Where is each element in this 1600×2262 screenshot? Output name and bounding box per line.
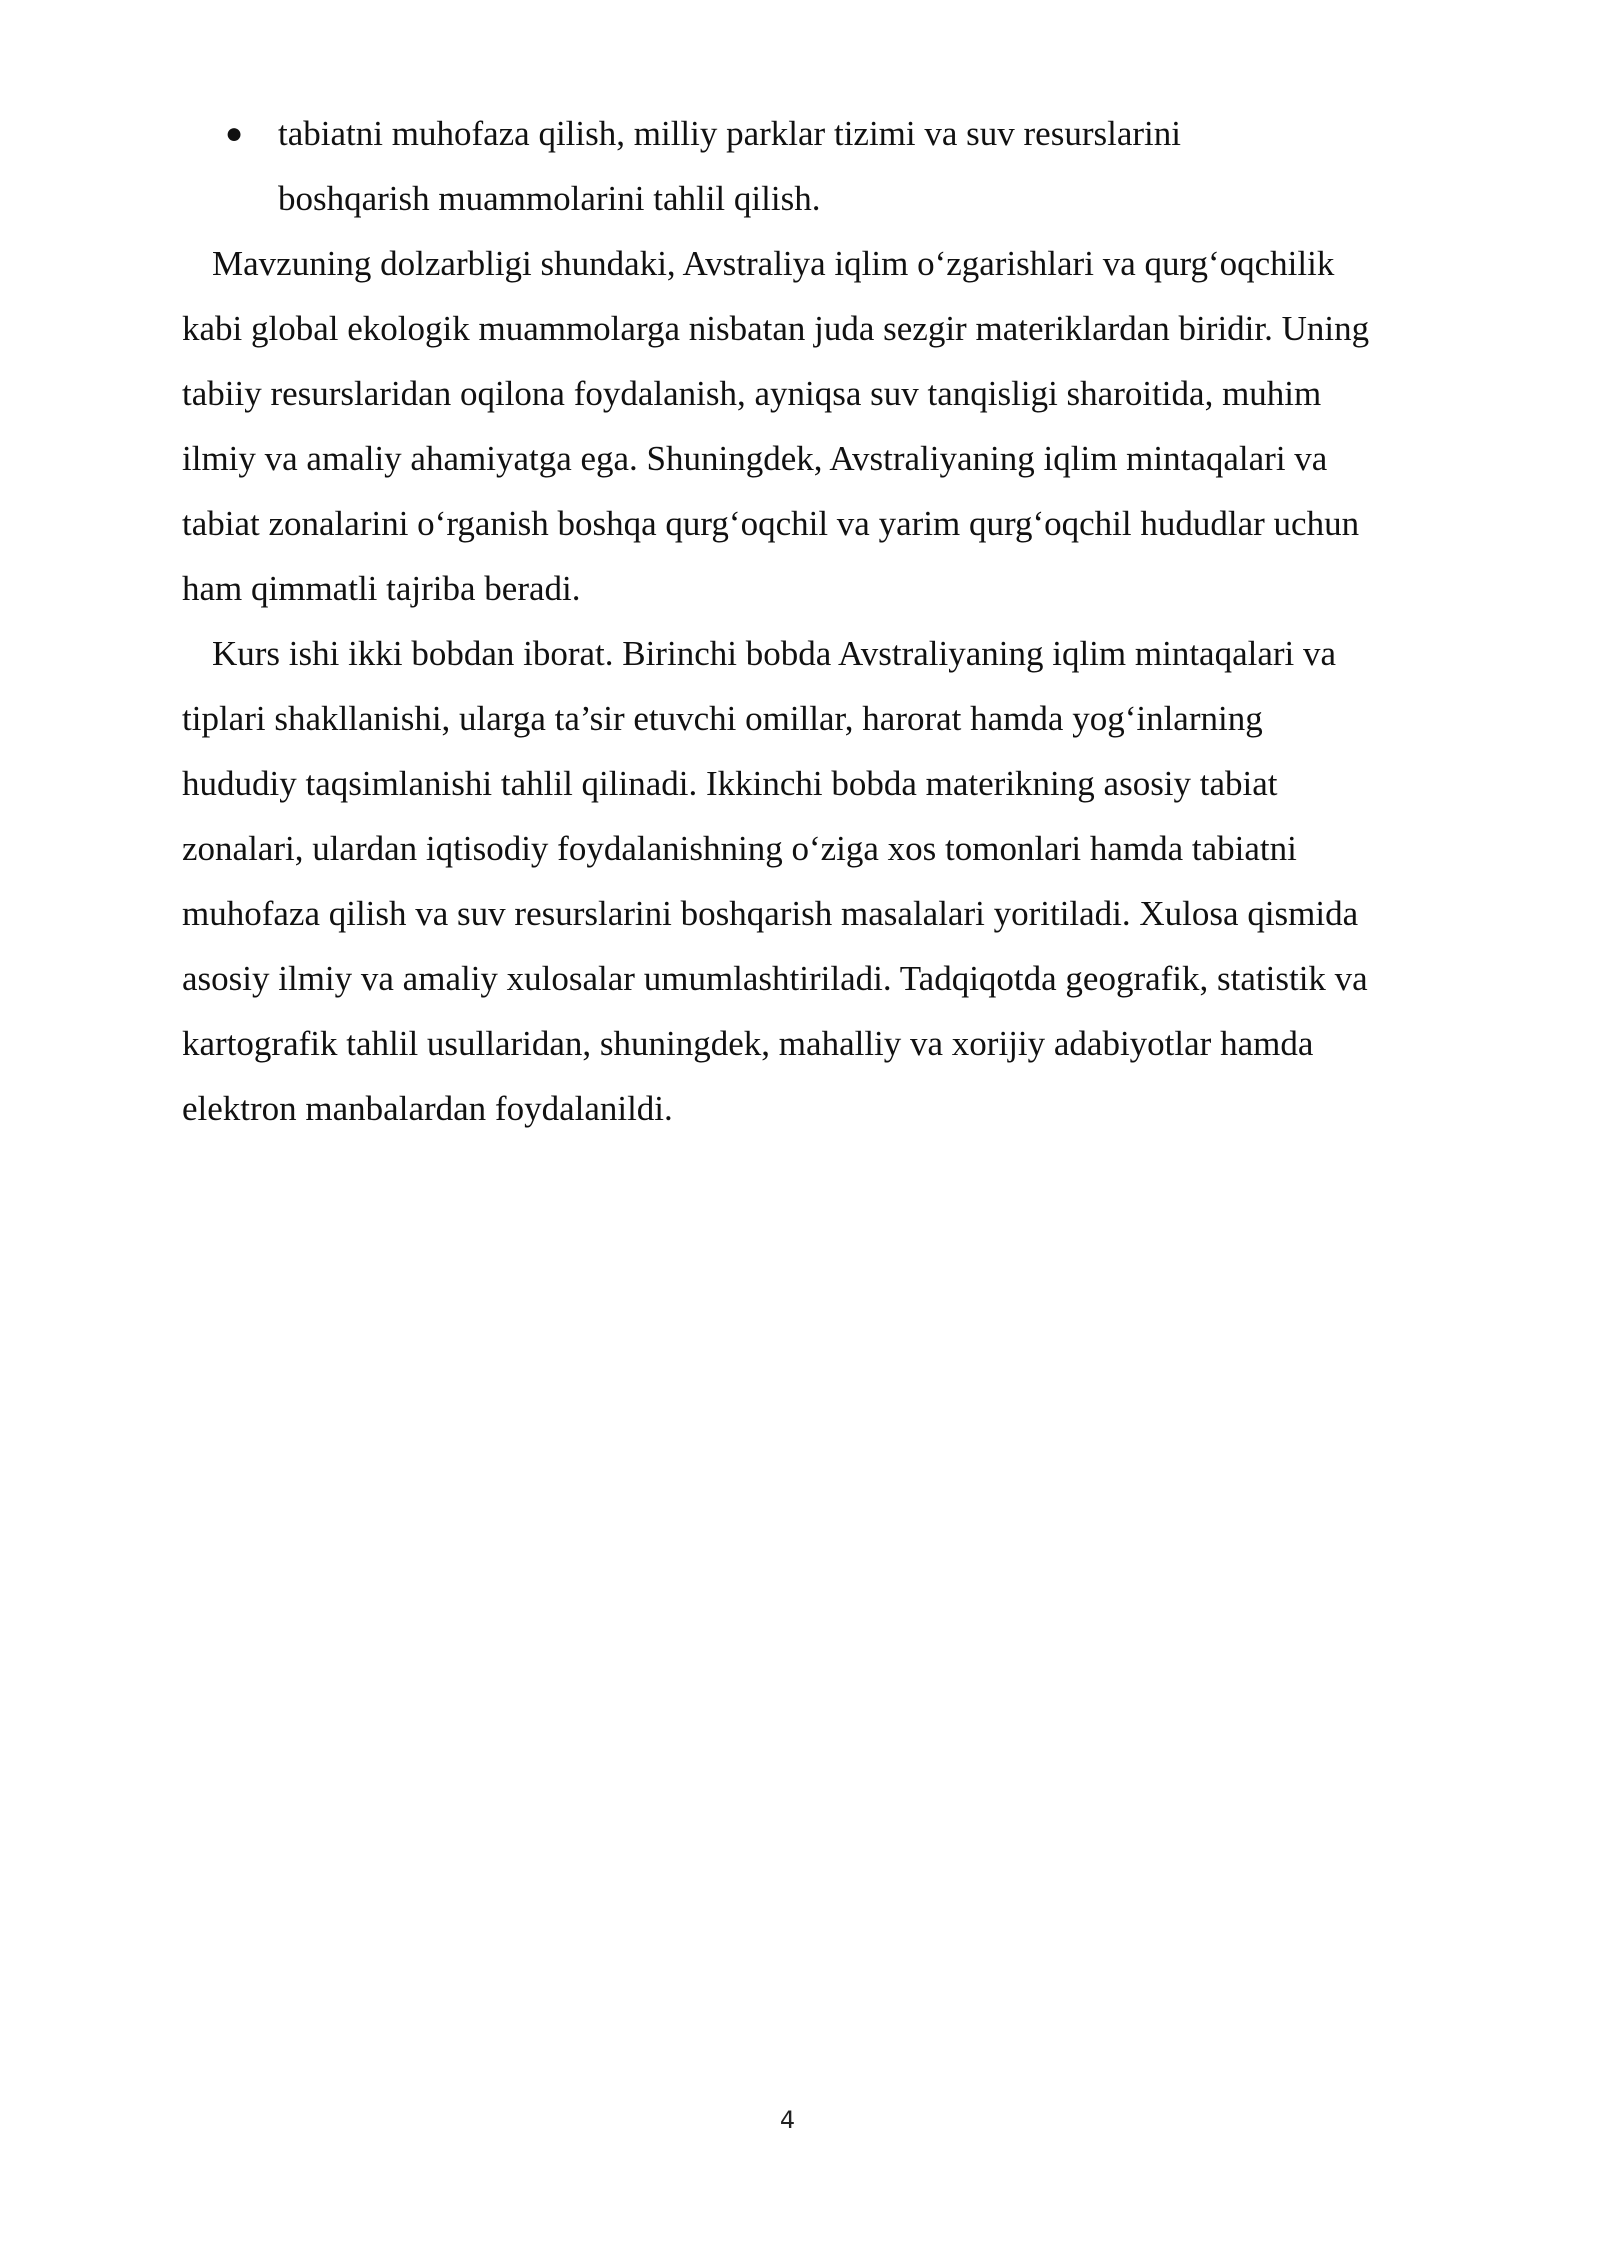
list-item	[182, 101, 1278, 231]
bullet-text: tabiatni muhofaza qilish, milliy parklar tizimi va suv resurslarini boshqarish muammolarini tahlil qilish.	[278, 114, 1181, 218]
page-content	[182, 101, 1382, 1141]
page-number: 4	[779, 2106, 796, 2134]
paragraph-relevance: Mavzuning dolzarbligi shundaki, Avstraliya iqlim o‘zgarishlari va qurg‘oqchilik kabi global ekologik muammolarga nisbatan juda sezgir materiklardan biridir. Uning tabiiy resurslaridan oqilona foydalanish, ayniqsa suv tanqisligi sharoitida, muhim ilmiy va amaliy ahamiyatga ega. Shuningdek, Avstraliyaning iqlim mintaqalari va tabiat zonalarini o‘rganish boshqa qurg‘oqchil va yarim qurg‘oqchil hududlar uchun ham qimmatli tajriba beradi.	[182, 244, 1370, 608]
paragraph-structure: Kurs ishi ikki bobdan iborat. Birinchi bobda Avstraliyaning iqlim mintaqalari va tiplari shakllanishi, ularga ta’sir etuvchi omillar, harorat hamda yog‘inlarning hududiy taqsimlanishi tahlil qilinadi. Ikkinchi bobda materikning asosiy tabiat zonalari, ulardan iqtisodiy foydalanishning o‘ziga xos tomonlari hamda tabiatni muhofaza qilish va suv resurslarini boshqarish masalalari yoritiladi. Xulosa qismida asosiy ilmiy va amaliy xulosalar umumlashtiriladi. Tadqiqotda geografik, statistik va kartografik tahlil usullaridan, shuningdek, mahalliy va xorijiy adabiyotlar hamda elektron manbalardan foydalanildi.	[182, 634, 1368, 1128]
bullet-list	[182, 101, 1382, 231]
bullet-icon: ●	[225, 117, 244, 150]
